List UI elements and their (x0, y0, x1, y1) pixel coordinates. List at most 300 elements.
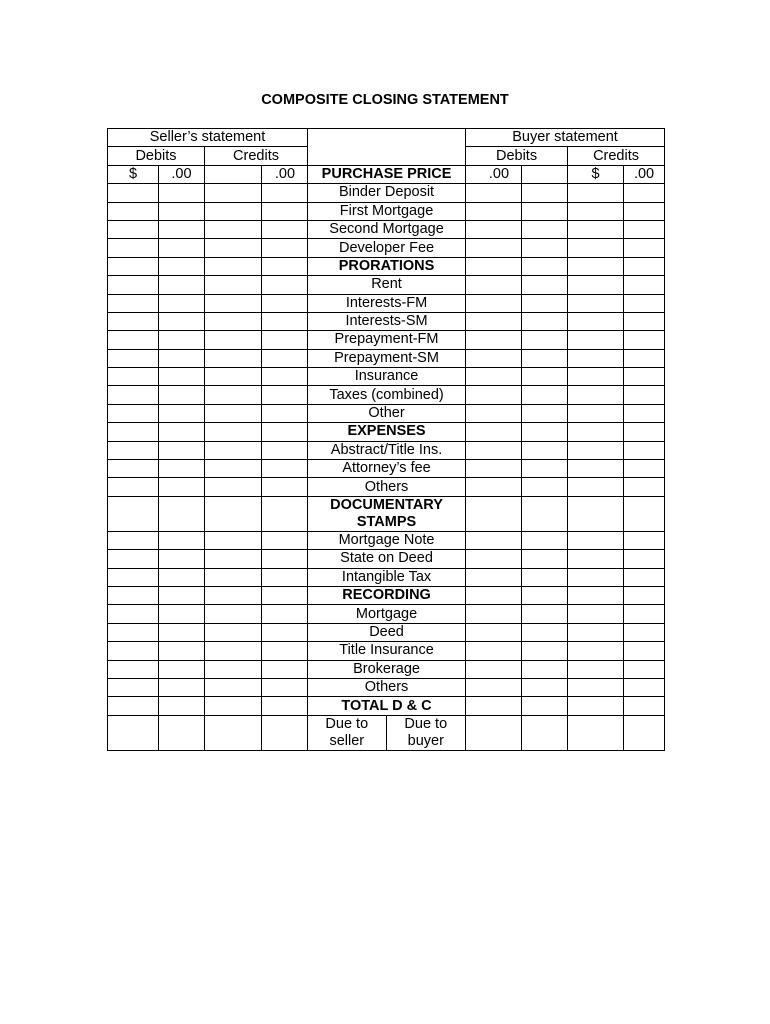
buyer-debit-dollars[interactable] (466, 404, 522, 422)
buyer-debit-cents[interactable] (522, 568, 568, 586)
buyer-credit-cents[interactable] (624, 312, 665, 330)
seller-credit-cents[interactable] (262, 404, 308, 422)
buyer-credit-cents[interactable] (624, 642, 665, 660)
seller-debit-dollars[interactable] (108, 550, 159, 568)
buyer-debit-dollars[interactable] (466, 660, 522, 678)
seller-debit-cents[interactable] (159, 568, 205, 586)
seller-credit-dollars[interactable] (205, 294, 262, 312)
seller-credit-cents[interactable] (262, 586, 308, 604)
buyer-credit-dollars[interactable]: $ (568, 165, 624, 183)
buyer-debits-header: Debits (466, 147, 568, 165)
seller-debit-cents[interactable] (159, 294, 205, 312)
buyer-credit-dollars[interactable] (568, 331, 624, 349)
seller-debit-cents[interactable] (159, 678, 205, 696)
seller-credit-cents[interactable] (262, 642, 308, 660)
seller-debit-dollars[interactable] (108, 257, 159, 275)
buyer-credit-cents[interactable] (624, 478, 665, 496)
line-item-label: Attorney’s fee (308, 460, 466, 478)
seller-credit-cents[interactable] (262, 202, 308, 220)
seller-debit-cents[interactable] (159, 642, 205, 660)
table-row (108, 460, 665, 478)
buyer-debit-cents[interactable] (522, 531, 568, 549)
seller-debit-cents[interactable] (159, 697, 205, 715)
seller-debit-dollars[interactable] (108, 386, 159, 404)
buyer-debit-dollars[interactable] (466, 531, 522, 549)
buyer-debit-cents[interactable] (522, 184, 568, 202)
seller-debit-cents[interactable] (159, 220, 205, 238)
buyer-debit-cents[interactable] (522, 165, 568, 183)
table-row (108, 423, 665, 441)
seller-credit-dollars[interactable] (205, 642, 262, 660)
buyer-credit-cents[interactable] (624, 404, 665, 422)
seller-debit-cents[interactable] (159, 496, 205, 531)
seller-debit-dollars[interactable] (108, 678, 159, 696)
due-to-seller: Due to seller (308, 716, 386, 750)
seller-credit-cents[interactable] (262, 550, 308, 568)
buyer-credit-dollars[interactable] (568, 715, 624, 750)
buyer-credit-dollars[interactable] (568, 550, 624, 568)
seller-credit-cents[interactable] (262, 312, 308, 330)
buyer-credit-dollars[interactable] (568, 220, 624, 238)
buyer-debit-cents[interactable] (522, 276, 568, 294)
buyer-credit-dollars[interactable] (568, 460, 624, 478)
seller-debit-dollars[interactable] (108, 294, 159, 312)
buyer-debit-dollars[interactable] (466, 678, 522, 696)
buyer-debit-dollars[interactable] (466, 715, 522, 750)
seller-debit-dollars[interactable] (108, 220, 159, 238)
seller-debit-dollars[interactable] (108, 478, 159, 496)
seller-credit-cents[interactable] (262, 441, 308, 459)
buyer-credit-dollars[interactable] (568, 478, 624, 496)
buyer-credit-cents[interactable] (624, 715, 665, 750)
seller-debit-cents[interactable] (159, 660, 205, 678)
seller-debit-dollars[interactable] (108, 276, 159, 294)
buyer-credit-dollars[interactable] (568, 349, 624, 367)
table-row (108, 568, 665, 586)
table-row (108, 478, 665, 496)
seller-credit-cents[interactable] (262, 220, 308, 238)
buyer-debit-dollars[interactable] (466, 202, 522, 220)
buyer-debit-cents[interactable] (522, 715, 568, 750)
seller-credit-dollars[interactable] (205, 697, 262, 715)
buyer-debit-dollars[interactable] (466, 550, 522, 568)
seller-debits-header: Debits (108, 147, 205, 165)
buyer-debit-dollars[interactable] (466, 568, 522, 586)
buyer-debit-cents[interactable] (522, 623, 568, 641)
seller-debit-dollars[interactable] (108, 331, 159, 349)
seller-debit-cents[interactable] (159, 586, 205, 604)
table-row (108, 642, 665, 660)
buyer-credit-cents[interactable] (624, 331, 665, 349)
buyer-debit-cents[interactable] (522, 642, 568, 660)
buyer-credit-dollars[interactable] (568, 423, 624, 441)
buyer-credit-dollars[interactable] (568, 660, 624, 678)
seller-credit-cents[interactable] (262, 496, 308, 531)
buyer-credit-cents[interactable] (624, 678, 665, 696)
buyer-credit-cents[interactable] (624, 660, 665, 678)
seller-debit-dollars[interactable] (108, 441, 159, 459)
seller-credit-dollars[interactable] (205, 312, 262, 330)
seller-credit-dollars[interactable] (205, 550, 262, 568)
table-row (108, 294, 665, 312)
line-item-label: Deed (308, 623, 466, 641)
buyer-credit-dollars[interactable] (568, 642, 624, 660)
buyer-credit-dollars[interactable] (568, 605, 624, 623)
seller-credit-cents[interactable] (262, 531, 308, 549)
seller-credit-cents[interactable] (262, 678, 308, 696)
buyer-debit-cents[interactable] (522, 460, 568, 478)
table-row (108, 404, 665, 422)
table-row (108, 257, 665, 275)
buyer-credit-dollars[interactable] (568, 568, 624, 586)
buyer-credit-cents[interactable] (624, 349, 665, 367)
buyer-credit-cents[interactable] (624, 568, 665, 586)
table-row (108, 678, 665, 696)
seller-debit-cents[interactable] (159, 184, 205, 202)
seller-debit-cents[interactable] (159, 478, 205, 496)
line-item-label: PURCHASE PRICE (308, 165, 466, 183)
seller-credit-cents[interactable] (262, 239, 308, 257)
closing-statement-table (107, 128, 665, 751)
buyer-credit-cents[interactable] (624, 550, 665, 568)
buyer-debit-cents[interactable] (522, 368, 568, 386)
buyer-debit-cents[interactable] (522, 605, 568, 623)
table-row (108, 349, 665, 367)
buyer-debit-dollars[interactable] (466, 496, 522, 531)
buyer-credit-dollars[interactable] (568, 623, 624, 641)
buyer-statement-header: Buyer statement (466, 129, 665, 147)
seller-debit-dollars[interactable] (108, 715, 159, 750)
table-row (108, 386, 665, 404)
seller-debit-cents[interactable] (159, 715, 205, 750)
seller-debit-dollars[interactable] (108, 642, 159, 660)
buyer-credit-cents[interactable] (624, 496, 665, 531)
seller-credit-dollars[interactable] (205, 257, 262, 275)
buyer-debit-dollars[interactable] (466, 368, 522, 386)
seller-debit-dollars[interactable] (108, 312, 159, 330)
buyer-credit-cents[interactable] (624, 368, 665, 386)
table-row (108, 660, 665, 678)
buyer-credit-cents[interactable] (624, 202, 665, 220)
buyer-credit-cents[interactable] (624, 586, 665, 604)
table-row (108, 202, 665, 220)
due-cell (308, 715, 466, 750)
seller-debit-dollars[interactable] (108, 660, 159, 678)
seller-credit-dollars[interactable] (205, 349, 262, 367)
line-item-label: Others (308, 678, 466, 696)
buyer-debit-cents[interactable] (522, 441, 568, 459)
seller-debit-cents[interactable] (159, 349, 205, 367)
buyer-debit-cents[interactable] (522, 586, 568, 604)
seller-credit-cents[interactable] (262, 623, 308, 641)
buyer-credit-cents[interactable] (624, 697, 665, 715)
line-item-label: Prepayment-SM (308, 349, 466, 367)
buyer-credit-cents[interactable] (624, 239, 665, 257)
seller-debit-dollars[interactable] (108, 586, 159, 604)
buyer-debit-cents[interactable] (522, 404, 568, 422)
seller-debit-cents[interactable] (159, 257, 205, 275)
buyer-debit-dollars[interactable] (466, 331, 522, 349)
line-item-label: PRORATIONS (308, 257, 466, 275)
buyer-debit-dollars[interactable]: .00 (466, 165, 522, 183)
seller-credit-cents[interactable] (262, 605, 308, 623)
line-item-label: Interests-FM (308, 294, 466, 312)
seller-credit-dollars[interactable] (205, 531, 262, 549)
buyer-debit-cents[interactable] (522, 678, 568, 696)
buyer-debit-dollars[interactable] (466, 623, 522, 641)
buyer-credit-dollars[interactable] (568, 697, 624, 715)
seller-credit-cents[interactable] (262, 294, 308, 312)
buyer-debit-dollars[interactable] (466, 386, 522, 404)
seller-credit-cents[interactable] (262, 423, 308, 441)
seller-credit-dollars[interactable] (205, 660, 262, 678)
buyer-credit-dollars[interactable] (568, 202, 624, 220)
buyer-debit-cents[interactable] (522, 312, 568, 330)
buyer-debit-cents[interactable] (522, 697, 568, 715)
seller-credit-dollars[interactable] (205, 423, 262, 441)
buyer-credits-header: Credits (568, 147, 665, 165)
buyer-debit-dollars[interactable] (466, 423, 522, 441)
seller-debit-cents[interactable] (159, 331, 205, 349)
seller-debit-cents[interactable] (159, 550, 205, 568)
buyer-credit-dollars[interactable] (568, 531, 624, 549)
buyer-credit-cents[interactable] (624, 294, 665, 312)
buyer-debit-cents[interactable] (522, 239, 568, 257)
seller-debit-dollars[interactable] (108, 623, 159, 641)
seller-credit-cents[interactable] (262, 349, 308, 367)
buyer-credit-cents[interactable] (624, 184, 665, 202)
buyer-debit-dollars[interactable] (466, 184, 522, 202)
seller-credit-cents[interactable] (262, 478, 308, 496)
line-item-label: Prepayment-FM (308, 331, 466, 349)
seller-debit-dollars[interactable] (108, 460, 159, 478)
seller-credit-dollars[interactable] (205, 386, 262, 404)
buyer-credit-cents[interactable] (624, 276, 665, 294)
line-item-label: Title Insurance (308, 642, 466, 660)
due-row (108, 715, 665, 750)
table-row (108, 165, 665, 183)
seller-credit-dollars[interactable] (205, 202, 262, 220)
seller-credit-dollars[interactable] (205, 220, 262, 238)
seller-debit-dollars[interactable] (108, 531, 159, 549)
seller-credit-dollars[interactable] (205, 568, 262, 586)
seller-debit-cents[interactable] (159, 404, 205, 422)
buyer-credit-cents[interactable] (624, 257, 665, 275)
seller-credit-cents[interactable] (262, 715, 308, 750)
seller-debit-dollars[interactable] (108, 697, 159, 715)
buyer-debit-cents[interactable] (522, 386, 568, 404)
table-row (108, 496, 665, 531)
buyer-credit-cents[interactable] (624, 441, 665, 459)
seller-credit-dollars[interactable] (205, 586, 262, 604)
buyer-debit-dollars[interactable] (466, 257, 522, 275)
buyer-credit-cents[interactable] (624, 423, 665, 441)
seller-credit-dollars[interactable] (205, 368, 262, 386)
buyer-credit-dollars[interactable] (568, 239, 624, 257)
buyer-debit-dollars[interactable] (466, 478, 522, 496)
seller-credit-cents[interactable] (262, 184, 308, 202)
table-row (108, 550, 665, 568)
buyer-debit-dollars[interactable] (466, 697, 522, 715)
line-item-label: RECORDING (308, 586, 466, 604)
buyer-debit-cents[interactable] (522, 202, 568, 220)
buyer-debit-cents[interactable] (522, 423, 568, 441)
line-item-label: Taxes (combined) (308, 386, 466, 404)
table-row (108, 697, 665, 715)
seller-debit-dollars[interactable] (108, 349, 159, 367)
seller-credit-cents[interactable] (262, 386, 308, 404)
seller-credit-cents[interactable] (262, 660, 308, 678)
buyer-debit-cents[interactable] (522, 220, 568, 238)
buyer-debit-cents[interactable] (522, 660, 568, 678)
table-row (108, 276, 665, 294)
line-item-label: Interests-SM (308, 312, 466, 330)
buyer-debit-cents[interactable] (522, 294, 568, 312)
line-item-label: Insurance (308, 368, 466, 386)
seller-debit-cents[interactable] (159, 460, 205, 478)
buyer-credit-cents[interactable] (624, 220, 665, 238)
table-row (108, 586, 665, 604)
label-header-cell (308, 129, 466, 166)
seller-credit-dollars[interactable] (205, 478, 262, 496)
table-row (108, 312, 665, 330)
buyer-debit-dollars[interactable] (466, 460, 522, 478)
seller-debit-dollars[interactable] (108, 202, 159, 220)
buyer-credit-cents[interactable] (624, 623, 665, 641)
buyer-credit-dollars[interactable] (568, 276, 624, 294)
buyer-debit-dollars[interactable] (466, 276, 522, 294)
seller-credit-cents[interactable] (262, 460, 308, 478)
buyer-credit-dollars[interactable] (568, 386, 624, 404)
seller-debit-dollars[interactable]: $ (108, 165, 159, 183)
buyer-credit-cents[interactable] (624, 386, 665, 404)
buyer-credit-dollars[interactable] (568, 184, 624, 202)
seller-debit-dollars[interactable] (108, 568, 159, 586)
seller-debit-cents[interactable] (159, 623, 205, 641)
table-row (108, 531, 665, 549)
buyer-debit-cents[interactable] (522, 331, 568, 349)
page-title: COMPOSITE CLOSING STATEMENT (261, 92, 509, 108)
line-item-label: Developer Fee (308, 239, 466, 257)
line-item-label: Rent (308, 276, 466, 294)
buyer-debit-dollars[interactable] (466, 294, 522, 312)
buyer-debit-dollars[interactable] (466, 605, 522, 623)
seller-debit-cents[interactable]: .00 (159, 165, 205, 183)
line-item-label: Mortgage Note (308, 531, 466, 549)
seller-credit-dollars[interactable] (205, 276, 262, 294)
buyer-credit-cents[interactable] (624, 460, 665, 478)
buyer-debit-dollars[interactable] (466, 441, 522, 459)
seller-debit-cents[interactable] (159, 276, 205, 294)
seller-debit-dollars[interactable] (108, 496, 159, 531)
buyer-debit-dollars[interactable] (466, 220, 522, 238)
buyer-credit-cents[interactable] (624, 605, 665, 623)
seller-credit-cents[interactable] (262, 331, 308, 349)
line-item-label: Brokerage (308, 660, 466, 678)
buyer-credit-dollars[interactable] (568, 586, 624, 604)
buyer-credit-dollars[interactable] (568, 368, 624, 386)
buyer-credit-dollars[interactable] (568, 294, 624, 312)
buyer-debit-dollars[interactable] (466, 312, 522, 330)
buyer-credit-dollars[interactable] (568, 496, 624, 531)
line-item-label: DOCUMENTARY STAMPS (308, 496, 466, 531)
seller-debit-cents[interactable] (159, 441, 205, 459)
seller-debit-dollars[interactable] (108, 404, 159, 422)
seller-debit-dollars[interactable] (108, 239, 159, 257)
buyer-debit-dollars[interactable] (466, 349, 522, 367)
seller-debit-dollars[interactable] (108, 368, 159, 386)
buyer-credit-dollars[interactable] (568, 404, 624, 422)
seller-debit-dollars[interactable] (108, 605, 159, 623)
seller-debit-cents[interactable] (159, 386, 205, 404)
seller-debit-cents[interactable] (159, 312, 205, 330)
due-to-buyer: Due to buyer (404, 715, 448, 749)
table-row (108, 239, 665, 257)
seller-credit-dollars[interactable] (205, 715, 262, 750)
buyer-debit-cents[interactable] (522, 349, 568, 367)
seller-debit-cents[interactable] (159, 423, 205, 441)
seller-credit-dollars[interactable] (205, 165, 262, 183)
seller-credit-cents[interactable] (262, 568, 308, 586)
seller-debit-cents[interactable] (159, 202, 205, 220)
table-row (108, 441, 665, 459)
seller-credit-dollars[interactable] (205, 605, 262, 623)
seller-credit-cents[interactable]: .00 (262, 165, 308, 183)
buyer-debit-cents[interactable] (522, 550, 568, 568)
line-item-label: Second Mortgage (308, 220, 466, 238)
buyer-debit-cents[interactable] (522, 257, 568, 275)
buyer-debit-cents[interactable] (522, 496, 568, 531)
buyer-debit-dollars[interactable] (466, 586, 522, 604)
seller-credit-dollars[interactable] (205, 331, 262, 349)
seller-credit-cents[interactable] (262, 276, 308, 294)
buyer-credit-dollars[interactable] (568, 678, 624, 696)
line-item-label: Intangible Tax (308, 568, 466, 586)
seller-debit-cents[interactable] (159, 239, 205, 257)
line-item-label: EXPENSES (308, 423, 466, 441)
seller-credit-dollars[interactable] (205, 496, 262, 531)
seller-credit-dollars[interactable] (205, 441, 262, 459)
seller-credit-dollars[interactable] (205, 184, 262, 202)
seller-debit-dollars[interactable] (108, 184, 159, 202)
seller-credit-dollars[interactable] (205, 404, 262, 422)
seller-credit-dollars[interactable] (205, 678, 262, 696)
line-item-label: Mortgage (308, 605, 466, 623)
seller-credit-cents[interactable] (262, 697, 308, 715)
buyer-debit-dollars[interactable] (466, 642, 522, 660)
line-item-label: State on Deed (308, 550, 466, 568)
seller-debit-cents[interactable] (159, 605, 205, 623)
seller-debit-dollars[interactable] (108, 423, 159, 441)
buyer-debit-cents[interactable] (522, 478, 568, 496)
buyer-credit-dollars[interactable] (568, 312, 624, 330)
buyer-credit-cents[interactable]: .00 (624, 165, 665, 183)
buyer-credit-dollars[interactable] (568, 257, 624, 275)
seller-debit-cents[interactable] (159, 368, 205, 386)
table-row (108, 331, 665, 349)
buyer-debit-dollars[interactable] (466, 239, 522, 257)
seller-credit-cents[interactable] (262, 368, 308, 386)
seller-credit-cents[interactable] (262, 257, 308, 275)
seller-credit-dollars[interactable] (205, 239, 262, 257)
table-row (108, 184, 665, 202)
seller-debit-cents[interactable] (159, 531, 205, 549)
seller-credit-dollars[interactable] (205, 460, 262, 478)
buyer-credit-cents[interactable] (624, 531, 665, 549)
line-item-label: TOTAL D & C (308, 697, 466, 715)
buyer-credit-dollars[interactable] (568, 441, 624, 459)
seller-credit-dollars[interactable] (205, 623, 262, 641)
